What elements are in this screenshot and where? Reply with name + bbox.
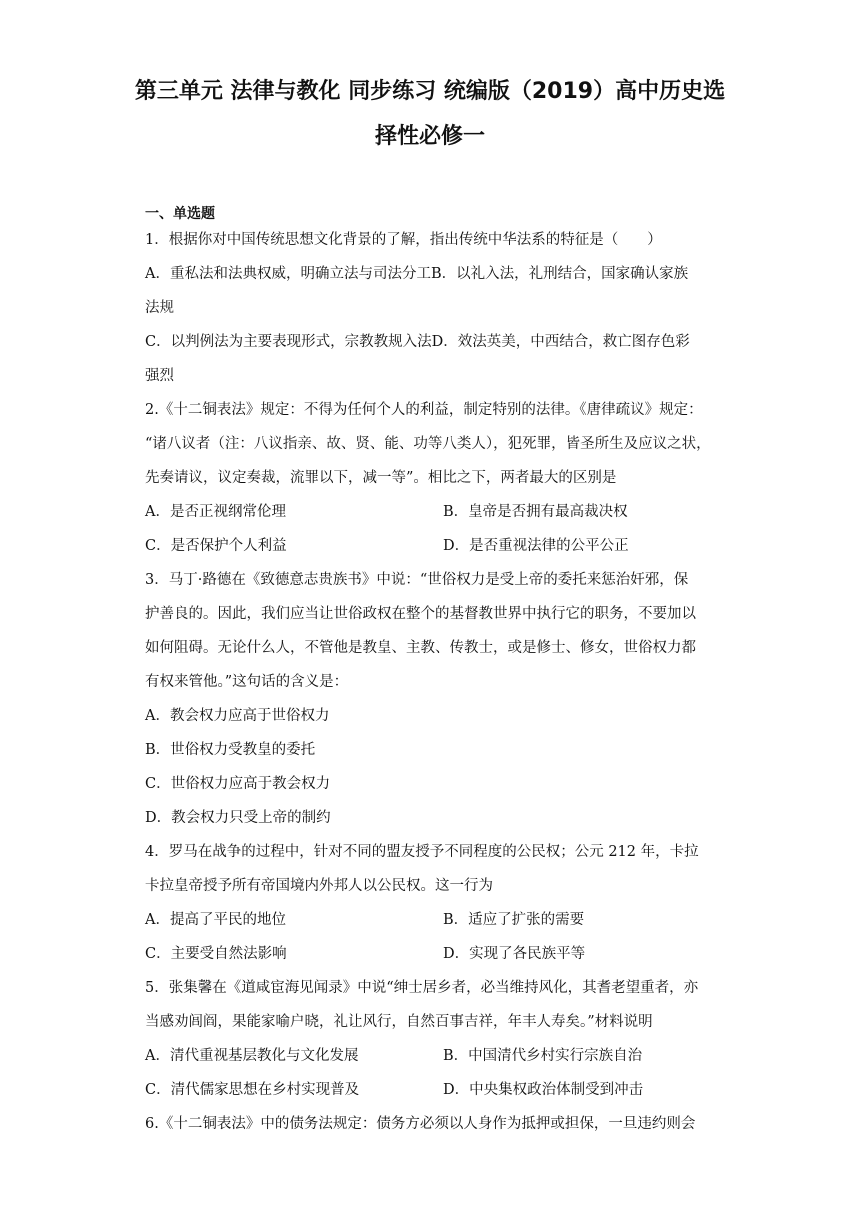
question-5-option-b: B．中国清代乡村实行宗族自治 — [443, 1048, 643, 1064]
question-6-stem: 6.《十二铜表法》中的债务法规定：债务方必须以人身作为抵押或担保，一旦违约则会 — [145, 1116, 696, 1132]
page-title-line1: 第三单元 法律与教化 同步练习 统编版（2019）高中历史选 — [134, 79, 726, 104]
question-4-option-b: B．适应了扩张的需要 — [443, 912, 585, 928]
question-4-stem: 4．罗马在战争的过程中，针对不同的盟友授予不同程度的公民权；公元 212 年，卡拉 — [145, 844, 699, 860]
question-5-option-a: A．清代重视基层教化与文化发展 — [145, 1048, 359, 1064]
question-2-stem: 先奏请议，议定奏裁，流罪以下，减一等”。相比之下，两者最大的区别是 — [145, 470, 617, 486]
question-3-option-b: B．世俗权力受教皇的委托 — [145, 742, 316, 758]
question-3-option-a: A．教会权力应高于世俗权力 — [145, 708, 330, 724]
question-3-option-d: D．教会权力只受上帝的制约 — [145, 810, 331, 826]
question-2-option-c: C．是否保护个人利益 — [145, 538, 287, 554]
question-1-option-line: 强烈 — [145, 368, 174, 384]
question-4-option-a: A．提高了平民的地位 — [145, 912, 286, 928]
question-2-option-b: B．皇帝是否拥有最高裁决权 — [443, 504, 628, 520]
question-1-option-line: A．重私法和法典权威，明确立法与司法分工B．以礼入法，礼刑结合，国家确认家族 — [145, 266, 689, 282]
question-1-option-line: 法规 — [145, 300, 174, 316]
question-4-stem: 卡拉皇帝授予所有帝国境内外邦人以公民权。这一行为 — [145, 878, 493, 894]
question-2-option-d: D．是否重视法律的公平公正 — [443, 538, 629, 554]
question-3-option-c: C．世俗权力应高于教会权力 — [145, 776, 331, 792]
question-3-stem: 有权来管他。”这句话的含义是： — [145, 674, 349, 690]
question-4-option-c: C．主要受自然法影响 — [145, 946, 287, 962]
question-5-stem: 当感劝闾阎，果能家喻户晓，礼让风行，自然百事吉祥，年丰人寿矣。”材料说明 — [145, 1014, 653, 1030]
question-5-stem: 5．张集馨在《道咸宦海见闻录》中说“绅士居乡者，必当维持风化，其耆老望重者，亦 — [145, 980, 699, 996]
question-3-stem: 3．马丁·路德在《致德意志贵族书》中说：“世俗权力是受上帝的委托来惩治奸邪，保 — [145, 572, 689, 588]
question-5-option-d: D．中央集权政治体制受到冲击 — [443, 1082, 644, 1098]
question-2-option-a: A．是否正视纲常伦理 — [145, 504, 286, 520]
question-3-stem: 如何阻碍。无论什么人，不管他是教皇、主教、传教士，或是修士、修女，世俗权力都 — [145, 640, 696, 656]
page-title-line2: 择性必修一 — [374, 124, 485, 149]
question-1-option-line: C．以判例法为主要表现形式，宗教教规入法D．效法英美，中西结合，救亡图存色彩 — [145, 334, 690, 350]
question-4-option-d: D．实现了各民族平等 — [443, 946, 586, 962]
question-2-stem: “诸八议者（注：八议指亲、故、贤、能、功等八类人），犯死罪，皆圣所生及应议之状， — [145, 436, 711, 452]
question-3-stem: 护善良的。因此，我们应当让世俗政权在整个的基督教世界中执行它的职务，不要加以 — [145, 606, 696, 622]
section-heading: 一、单选题 — [145, 206, 215, 222]
question-2-stem: 2.《十二铜表法》规定：不得为任何个人的利益，制定特别的法律。《唐律疏议》规定： — [145, 402, 703, 418]
question-5-option-c: C．清代儒家思想在乡村实现普及 — [145, 1082, 360, 1098]
question-1-stem: 1．根据你对中国传统思想文化背景的了解，指出传统中华法系的特征是（ ） — [145, 232, 662, 248]
